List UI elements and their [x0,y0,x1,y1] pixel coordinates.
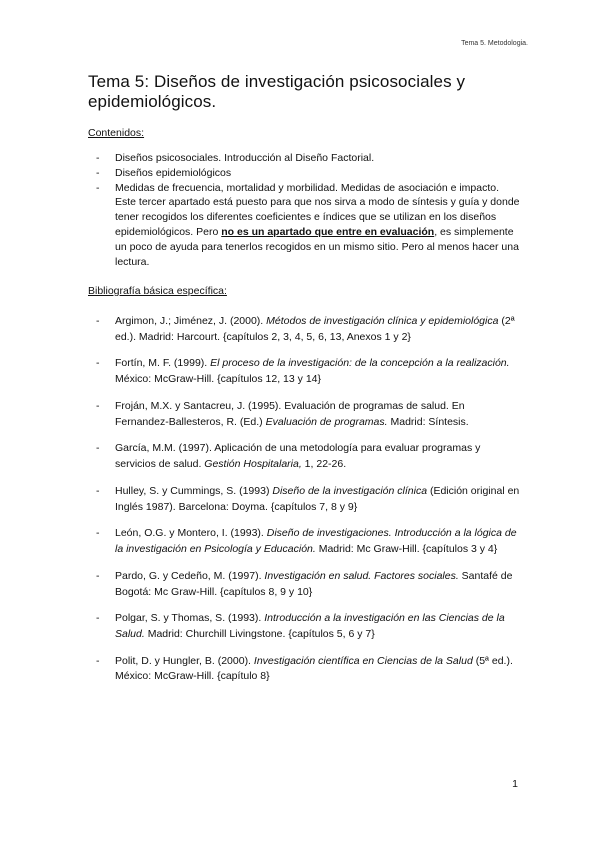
contents-item-text: Medidas de frecuencia, mortalidad y morbilidad. Medidas de asociación e impacto. Este tercer apartado está puesto para que nos sirva a modo de síntesis y guía y donde tener recogidos los diferentes coeficientes e índices que se utilizan en los diseños epidemiológicos. Pero [115,181,520,238]
ref-details: Madrid: Churchill Livingstone. {capítulos 5, 6 y 7} [144,627,375,640]
ref-author: García, M.M. (1997). Aplicación de una metodología para evaluar programas y servicios de salud. [115,442,481,471]
list-item: - Diseños psicosociales. Introducción al Diseño Factorial. [96,152,375,164]
ref-details: (5ª ed.). México: McGraw-Hill. {capítulo 8} [115,654,513,683]
evaluation-note-emphasis: no es un apartado que entre en evaluación [221,225,435,238]
bibliography-entry: - Polgar, S. y Thomas, S. (1993). Introducción a la investigación en las Ciencias de la Salud. Madrid: Churchill Livingstone. {capítulos 5, 6 y 7} [96,612,505,640]
ref-author: Polgar, S. y Thomas, S. (1993). [115,612,265,625]
ref-title: Investigación científica en Ciencias de la Salud [253,654,473,667]
ref-details: Madrid: Síntesis. [387,415,469,428]
contents-heading: Contenidos: [88,127,145,139]
ref-author: Pardo, G. y Cedeño, M. (1997). [115,569,265,582]
document-title: Tema 5: Diseños de investigación psicosociales y epidemiológicos. [88,72,466,111]
bibliography-entry: - García, M.M. (1997). Aplicación de una metodología para evaluar programas y servicios de salud. Gestión Hospitalaria, 1, 22-26. [96,442,481,471]
ref-title: Investigación en salud. Factores sociales. [264,569,459,582]
ref-details: Madrid: Mc Graw-Hill. {capítulos 3 y 4} [315,543,498,556]
ref-title: Evaluación de programas. [265,415,388,428]
ref-details: (2ª ed.). Madrid: Harcourt. {capítulos 2, 3, 4, 5, 6, 13, Anexos 1 y 2} [115,315,515,343]
ref-title: Gestión Hospitalaria, [204,458,302,471]
ref-details: Santafé de Bogotá: Mc Graw-Hill. {capítulos 8, 9 y 10} [115,569,513,598]
bibliography-heading: Bibliografía básica específica: [88,285,227,297]
contents-list [88,151,520,269]
ref-title: Diseño de la investigación clínica [272,484,428,497]
ref-title: Métodos de investigación clínica y epidemiológica [266,315,499,327]
page-number: 1 [512,778,518,790]
bibliography-entry: - León, O.G. y Montero, I. (1993). Diseño de investigaciones. Introducción a la lógica de la investigación en Psicología y Educación. Madrid: Mc Graw-Hill. {capítulos 3 y 4} [96,527,517,556]
bibliography-entry: - Polit, D. y Hungler, B. (2000). Investigación científica en Ciencias de la Salud (5ª ed.). México: McGraw-Hill. {capítulo 8} [96,654,513,683]
contents-item-text: , es simplemente un poco de ayuda para tenerlos recogidos en un mismo sitio. Pero al menos hacer una lectura. [115,225,519,268]
bibliography-entry: - Fortín, M. F. (1999). El proceso de la investigación: de la concepción a la realización. México: McGraw-Hill. {capítulos 12, 13 y 14} [96,357,510,386]
ref-author: Polit, D. y Hungler, B. (2000). [115,654,254,667]
ref-author: Fortín, M. F. (1999). [115,357,211,370]
bibliography-list [88,314,520,696]
bibliography-entry: - Hulley, S. y Cummings, S. (1993) Diseño de la investigación clínica (Edición original en Inglés 1987). Barcelona: Doyma. {capítulos 7, 8 y 9} [96,484,520,513]
contents-item-text: Diseños epidemiológicos [115,166,232,179]
list-item: - Diseños epidemiológicos [96,166,232,179]
ref-details: 1, 22-26. [301,458,347,471]
ref-author: Argimon, J.; Jiménez, J. (2000). [115,315,267,327]
ref-title: Introducción a la investigación en las Ciencias de la Salud. [115,612,505,640]
contents-item-text: Diseños psicosociales. Introducción al Diseño Factorial. [115,152,375,164]
bibliography-entry: - Pardo, G. y Cedeño, M. (1997). Investigación en salud. Factores sociales. Santafé de Bogotá: Mc Graw-Hill. {capítulos 8, 9 y 10} [96,569,513,598]
ref-details: (Edición original en Inglés 1987). Barcelona: Doyma. {capítulos 7, 8 y 9} [115,484,520,513]
ref-author: Froján, M.X. y Santacreu, J. (1995). Evaluación de programas de salud. En Fernandez-Ballesteros, R. (Ed.) [115,399,465,428]
ref-author: León, O.G. y Montero, I. (1993). [115,527,267,540]
ref-title: El proceso de la investigación: de la concepción a la realización. [210,357,510,370]
list-item: - Medidas de frecuencia, mortalidad y morbilidad. Medidas de asociación e impacto. Este tercer apartado está puesto para que nos sirva a modo de síntesis y guía y donde tener recogidos los diferentes coeficientes e índices que se utilizan en los diseños epidemiológicos. Pero no es un apartado que entre en evaluación, es simplemente un poco de ayuda para tenerlos recogidos en un mismo sitio. Pero al menos hacer una lectura. [96,181,520,268]
ref-author: Hulley, S. y Cummings, S. (1993) [115,484,273,497]
ref-title: Diseño de investigaciones. Introducción a la lógica de la investigación en Psicología y Educación. [115,527,517,556]
bibliography-entry: - Froján, M.X. y Santacreu, J. (1995). Evaluación de programas de salud. En Fernandez-Ballesteros, R. (Ed.) Evaluación de programas. Madrid: Síntesis. [96,399,469,428]
ref-details: México: McGraw-Hill. {capítulos 12, 13 y 14} [115,373,322,386]
bibliography-entry: - Argimon, J.; Jiménez, J. (2000). Métodos de investigación clínica y epidemiológica (2ª ed.). Madrid: Harcourt. {capítulos 2, 3, 4, 5, 6, 13, Anexos 1 y 2} [96,315,515,343]
running-header: Tema 5. Metodologia. [461,40,528,47]
